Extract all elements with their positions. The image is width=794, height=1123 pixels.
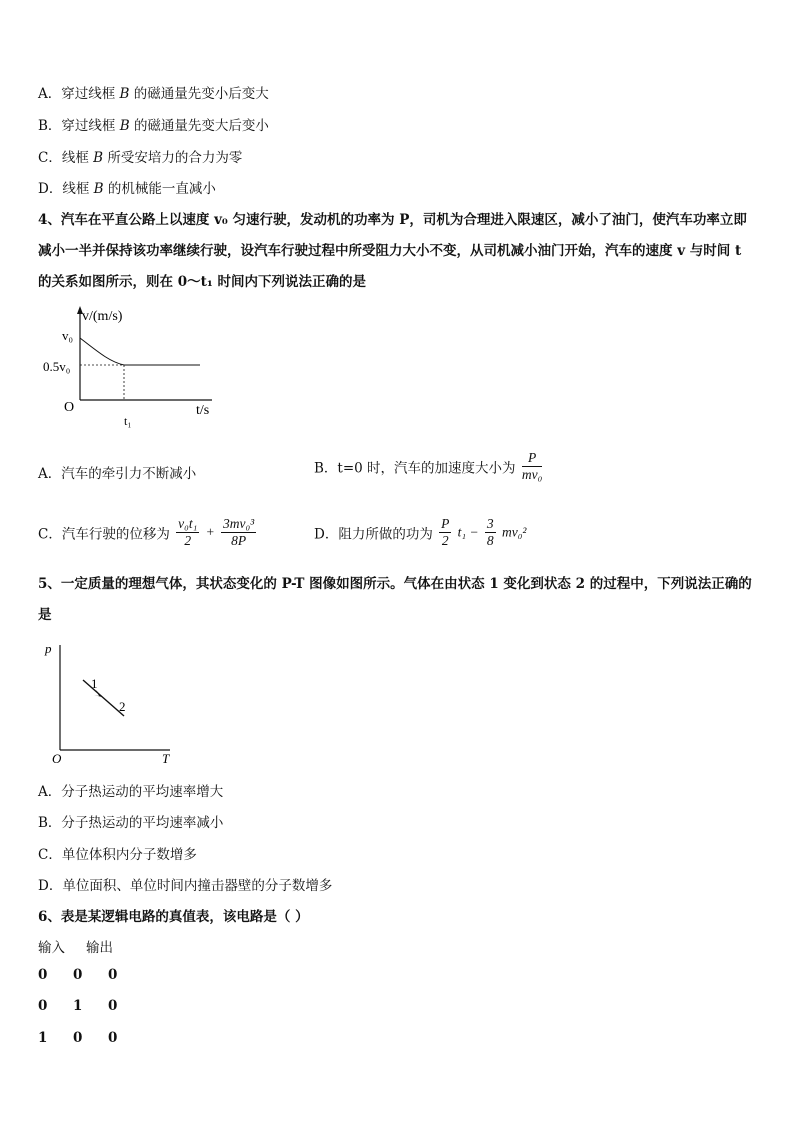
q5-stem-line1: 5、一定质量的理想气体，其状态变化的 P-T 图像如图所示。气体在由状态 1 变化到状态 2 的过程中，下列说法正确的: [38, 576, 752, 592]
q3-option-d: D．线框 B 的机械能一直减小: [38, 181, 216, 197]
q3-option-a: A．穿过线框 B 的磁通量先变小后变大: [38, 86, 269, 102]
q4-y-axis-label: v/(m/s): [82, 309, 123, 324]
q4-stem-line1: 4、汽车在平直公路上以速度 v₀ 匀速行驶，发动机的功率为 P，司机为合理进入限速区，减小了油门，使汽车功率立即: [38, 212, 747, 228]
q5-option-d: D．单位面积、单位时间内撞击器壁的分子数增多: [38, 878, 333, 894]
q4-option-c: C．汽车行驶的位移为 $\frac{\text{v₀t₁}}{2}$ + $\frac{\text{3mv₀³}}{8P}$: [38, 516, 255, 548]
q3-option-b: B．穿过线框 B 的磁通量先变大后变小: [38, 118, 269, 134]
q5-state1-label: 1: [91, 676, 98, 691]
q6-header-input: 输入: [38, 940, 65, 956]
q5-x-label: T: [162, 751, 170, 766]
q6-table-row: 0 0 0: [38, 967, 118, 983]
q6-stem: 6、表是某逻辑电路的真值表，该电路是（ ）: [38, 909, 309, 925]
q4-option-d: D．阻力所做的功为 $\frac{P}{2}$ t₁ − $\frac{3}{8}$ mv₀²: [314, 516, 527, 548]
q6-table-row: 1 0 0: [38, 1030, 118, 1046]
q4-y-top-label: v₀: [62, 328, 74, 343]
q4-y-mid-label: 0.5v₀: [43, 359, 71, 374]
q6-header-output: 输出: [86, 940, 113, 956]
q5-y-label: p: [45, 641, 52, 656]
q5-state2-label: 2: [119, 699, 126, 714]
q5-pressure-temperature-graph: [40, 633, 180, 768]
q5-origin-label: O: [52, 751, 62, 766]
q5-process-line: [83, 680, 124, 716]
q5-option-b: B．分子热运动的平均速率减小: [38, 815, 224, 831]
q4-option-b: B．t=0 时，汽车的加速度大小为 $\frac{P}{\text{mv₀}}$: [314, 450, 543, 482]
q6-table-header: [38, 936, 113, 956]
q4-stem-line3: 的关系如图所示，则在 0～t₁ 时间内下列说法正确的是: [38, 274, 366, 290]
q4-x-axis-label: t/s: [196, 403, 210, 418]
q6-table-row: 0 1 0: [38, 998, 118, 1014]
q4-option-a: A．汽车的牵引力不断减小: [38, 466, 197, 482]
q5-option-c: C．单位体积内分子数增多: [38, 847, 197, 863]
q4-stem-line2: 减小一半并保持该功率继续行驶，设汽车行驶过程中所受阻力大小不变，从司机减小油门开始，汽车的速度 v 与时间 t: [38, 243, 742, 259]
q5-stem-line2: 是: [38, 607, 52, 623]
q4-decay-curve: [80, 338, 124, 365]
q4-origin-label: O: [64, 400, 75, 415]
q4-velocity-time-graph: [40, 300, 240, 435]
q3-option-c: C．线框 B 所受安培力的合力为零: [38, 150, 243, 166]
q4-x-tick-label: t₁: [124, 414, 132, 428]
q5-option-a: A．分子热运动的平均速率增大: [38, 784, 224, 800]
